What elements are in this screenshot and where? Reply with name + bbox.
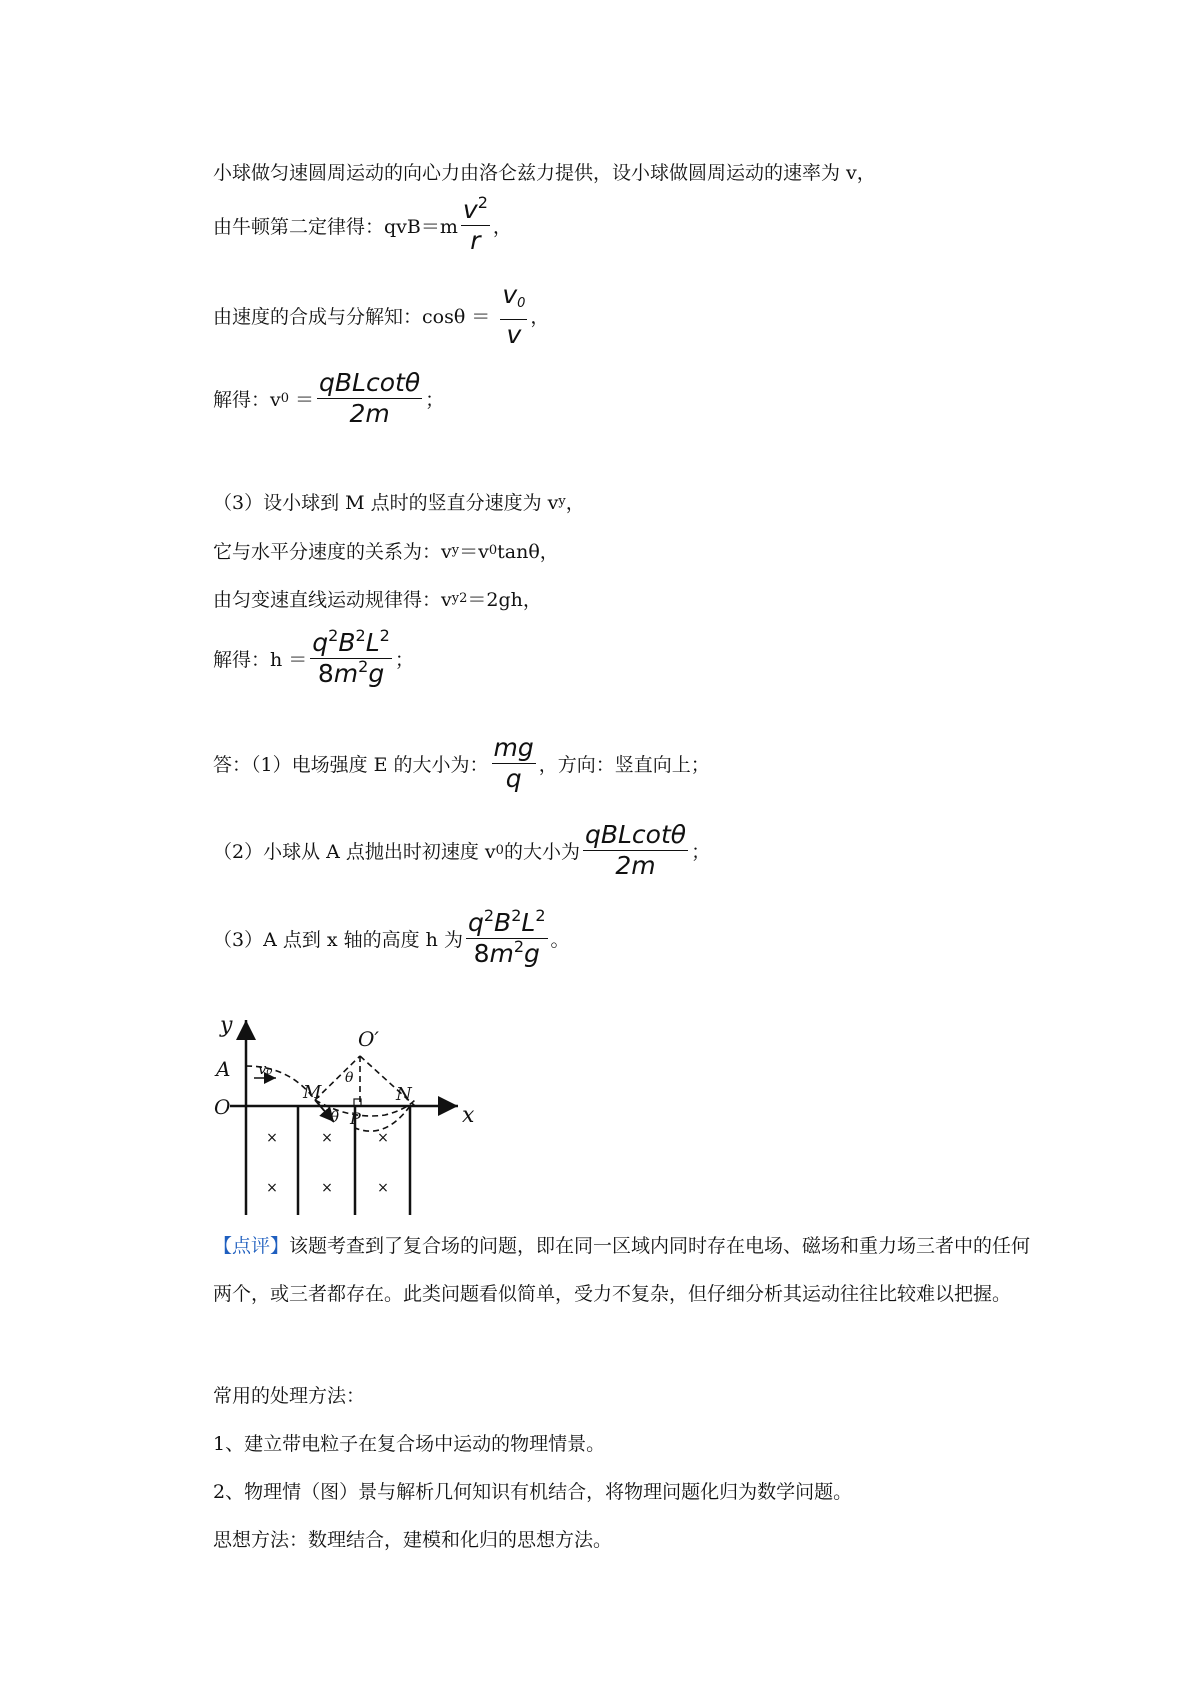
line-vy-text: （3）设小球到 M 点时的竖直分速度为 v	[213, 492, 559, 514]
answer-1-suffix: ，方向：竖直向上；	[538, 754, 710, 776]
frac-den: r	[470, 226, 481, 255]
label-theta-1: θ	[345, 1070, 354, 1086]
frac-num: v	[502, 280, 518, 309]
answer-2-sub: 0	[495, 843, 504, 858]
exp: 2	[355, 626, 366, 645]
kinematics-sub: y	[451, 591, 460, 606]
label-y: y	[220, 1013, 233, 1038]
frac-sub: 0	[517, 296, 526, 311]
den-8: 8	[317, 659, 334, 688]
relation-mid: ＝v	[459, 541, 489, 563]
label-m: M	[303, 1082, 322, 1103]
methods-idea-text: 思想方法：数理结合，建模和化归的思想方法。	[213, 1529, 613, 1551]
frac-den: 2m	[615, 851, 656, 880]
num-B: B	[338, 628, 356, 657]
text-line-kinematics	[213, 585, 542, 612]
relation-suffix: tanθ，	[497, 541, 559, 563]
answer-2-suffix: ；	[691, 841, 711, 863]
field-cross: ×	[266, 1130, 278, 1146]
exp: 2	[358, 657, 369, 676]
equation-newton	[213, 195, 512, 256]
answer-3-prefix: （3）A 点到 x 轴的高度 h 为	[213, 929, 463, 951]
eq-v0-prefix: 解得：v	[213, 389, 281, 411]
den-g: g	[368, 659, 385, 688]
field-cross: ×	[377, 1130, 389, 1146]
field-cross: ×	[377, 1180, 389, 1196]
eq-cos-suffix: ，	[530, 305, 550, 328]
fraction-v2-over-r	[461, 195, 490, 256]
eq-cos-prefix: 由速度的合成与分解知：cosθ ＝	[213, 305, 491, 328]
field-cross: ×	[321, 1180, 333, 1196]
line-vy-suffix: ，	[565, 492, 585, 514]
methods-item-1-text: 1、建立带电粒子在复合场中运动的物理情景。	[213, 1433, 606, 1455]
eq-h-suffix: ；	[394, 649, 414, 671]
frac-den: v	[506, 320, 522, 349]
line-1-text: 小球做匀速圆周运动的向心力由洛仑兹力提供，设小球做圆周运动的速率为 v，	[213, 162, 876, 184]
exp: 2	[379, 626, 390, 645]
eq-newton-prefix: 由牛顿第二定律得：qvB＝m	[213, 216, 458, 238]
line-vy-sub: y	[558, 494, 566, 509]
text-line-1	[213, 158, 876, 185]
label-x: x	[462, 1103, 475, 1128]
eq-h-prefix: 解得：h ＝	[213, 649, 308, 671]
frac-den: 2m	[349, 399, 390, 428]
frac-num: qBLcotθ	[584, 820, 687, 849]
frac-num: v	[462, 195, 478, 224]
methods-heading	[213, 1372, 1043, 1420]
den-m: m	[333, 659, 359, 688]
label-a: A	[216, 1057, 231, 1081]
frac-den: q	[505, 764, 522, 793]
answer-3	[213, 908, 570, 969]
field-cross: ×	[266, 1180, 278, 1196]
answer-1	[213, 733, 710, 794]
label-p: P	[350, 1109, 361, 1128]
text-line-relation	[213, 537, 559, 564]
frac-exp: 2	[477, 193, 488, 212]
fraction-h	[310, 628, 392, 689]
field-cross: ×	[321, 1130, 333, 1146]
answer-1-prefix: 答：（1）电场强度 E 的大小为：	[213, 754, 489, 776]
den-g: g	[524, 939, 540, 968]
methods-heading-text: 常用的处理方法：	[213, 1385, 366, 1407]
exp: 2	[328, 626, 339, 645]
equation-cos	[213, 280, 549, 350]
fraction-answer-2	[583, 820, 688, 881]
methods-item-2-text: 2、物理情（图）景与解析几何知识有机结合，将物理问题化归为数学问题。	[213, 1481, 853, 1503]
fraction-v0-over-v	[500, 280, 527, 350]
eq-v0-suffix: ；	[425, 389, 445, 411]
label-theta-2: θ	[330, 1108, 340, 1126]
review-text: 该题考查到了复合场的问题，即在同一区域内同时存在电场、磁场和重力场三者中的任何两个，或三者都存在。此类问题看似简单，受力不复杂，但仔细分析其运动往往比较难以把握。	[213, 1235, 1031, 1305]
methods-item-2	[213, 1468, 1043, 1516]
text-line-vy	[213, 488, 585, 515]
label-v0: v₀	[258, 1060, 273, 1078]
num-L: L	[521, 908, 536, 937]
exp: 2	[483, 906, 495, 925]
fraction-qBLcot-over-2m	[317, 368, 422, 429]
methods-item-1	[213, 1420, 1043, 1468]
num-L: L	[365, 628, 380, 657]
fraction-answer-3	[466, 908, 548, 969]
answer-2-prefix: （2）小球从 A 点抛出时初速度 v	[213, 841, 496, 863]
den-m: m	[489, 939, 514, 968]
relation-sub-0: 0	[488, 543, 498, 558]
eq-newton-suffix: ，	[492, 216, 512, 238]
exp: 2	[513, 937, 525, 956]
answer-2	[213, 820, 710, 881]
equation-v0	[213, 368, 444, 429]
answer-3-suffix: 。	[550, 929, 570, 951]
equation-h	[213, 628, 414, 689]
exp: 2	[535, 906, 546, 925]
frac-num: qBLcotθ	[319, 368, 421, 397]
relation-sub-y: y	[451, 543, 460, 558]
relation-text: 它与水平分速度的关系为：v	[213, 541, 452, 563]
exp: 2	[511, 906, 522, 925]
num-B: B	[494, 908, 512, 937]
fraction-mg-over-q	[492, 733, 536, 794]
label-o: O	[214, 1095, 231, 1119]
kinematics-text: 由匀变速直线运动规律得：v	[213, 589, 452, 611]
review-paragraph	[213, 1222, 1043, 1318]
eq-v0-equals: ＝	[295, 389, 315, 411]
frac-num: mg	[493, 733, 534, 762]
den-8: 8	[473, 939, 490, 968]
answer-2-mid: 的大小为	[503, 841, 580, 863]
num-q: q	[467, 908, 484, 937]
num-q: q	[312, 628, 329, 657]
physics-figure	[210, 1010, 490, 1220]
label-n: N	[396, 1084, 412, 1105]
kinematics-suffix: ＝2gh，	[467, 589, 542, 611]
kinematics-sup: 2	[459, 591, 468, 606]
methods-idea	[213, 1516, 1043, 1564]
eq-v0-sub: 0	[280, 391, 290, 406]
label-o-prime: O′	[358, 1027, 379, 1051]
review-tag: 【点评】	[213, 1235, 290, 1257]
